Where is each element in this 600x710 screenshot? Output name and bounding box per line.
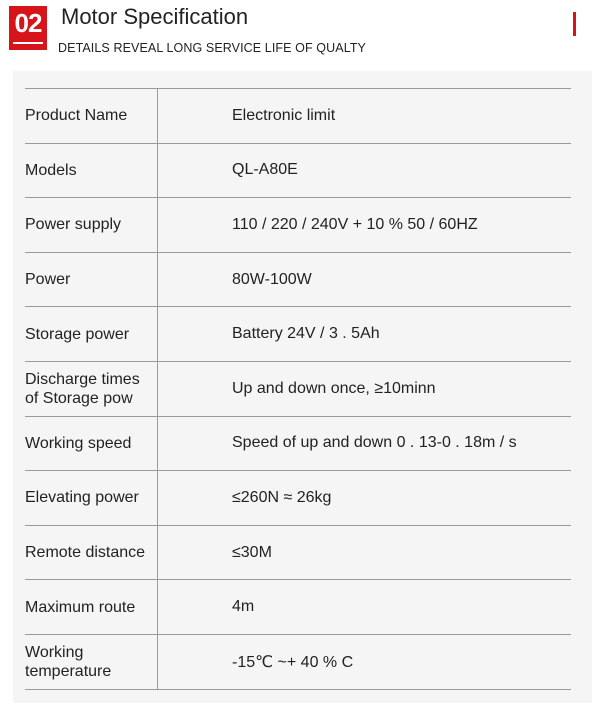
row-value-text: Speed of up and down 0 . 13-0 . 18m / s	[232, 434, 517, 452]
row-label-text: Models	[25, 161, 77, 179]
table-row	[25, 525, 571, 580]
row-value-text: Battery 24V / 3 . 5Ah	[232, 325, 380, 343]
section-header	[0, 0, 600, 62]
row-value-text: ≤260N ≈ 26kg	[232, 488, 332, 506]
row-value-text: ≤30M	[232, 543, 272, 561]
row-value	[158, 580, 572, 635]
row-label	[25, 416, 158, 471]
table-row	[25, 89, 571, 144]
row-value-text: 110 / 220 / 240V + 10 % 50 / 60HZ	[232, 215, 478, 233]
row-value-text: -15℃ ~+ 40 % C	[232, 653, 354, 671]
row-label-text: Remote distance	[25, 544, 146, 562]
page-title: Motor Specification	[61, 4, 249, 29]
row-label-text: Storage power	[25, 325, 130, 343]
row-value-text: 80W-100W	[232, 270, 312, 288]
accent-bar	[573, 12, 576, 36]
row-value-text: Up and down once, ≥10minn	[232, 379, 436, 397]
row-label	[25, 525, 158, 580]
table-row	[25, 361, 571, 416]
row-label	[25, 143, 158, 198]
row-value-text: QL-A80E	[232, 161, 298, 179]
row-value	[158, 198, 572, 253]
row-label	[25, 471, 158, 526]
row-label-text: Power	[25, 271, 71, 289]
badge-underline	[13, 42, 43, 44]
section-number: 02	[14, 8, 42, 38]
row-value-text: 4m	[232, 598, 255, 616]
row-label-text: Elevating power	[25, 489, 139, 507]
row-label-text: Working speed	[25, 434, 132, 452]
row-value	[158, 361, 572, 416]
row-value	[158, 307, 572, 362]
row-value-text: Electronic limit	[232, 106, 336, 124]
row-label-text: Maximum route	[25, 598, 136, 616]
table-row	[25, 580, 571, 635]
row-value	[158, 471, 572, 526]
row-value	[158, 634, 572, 689]
table-row	[25, 143, 571, 198]
row-value	[158, 525, 572, 580]
table-row	[25, 471, 571, 526]
row-value	[158, 252, 572, 307]
row-label	[25, 307, 158, 362]
row-value	[158, 143, 572, 198]
row-label-text: Power supply	[25, 216, 122, 234]
section-number-badge	[9, 6, 47, 50]
row-label-text: Discharge times of Storage pow	[25, 370, 140, 407]
table-row	[25, 198, 571, 253]
row-label	[25, 361, 158, 416]
table-row	[25, 307, 571, 362]
row-value	[158, 89, 572, 144]
table-row	[25, 416, 571, 471]
row-label	[25, 89, 158, 144]
row-label	[25, 580, 158, 635]
table-row	[25, 252, 571, 307]
row-value	[158, 416, 572, 471]
spec-table	[25, 88, 571, 690]
row-label	[25, 198, 158, 253]
row-label-text: Product Name	[25, 107, 128, 125]
row-label	[25, 252, 158, 307]
row-label	[25, 634, 158, 689]
row-label-text: Working temperature	[25, 643, 112, 680]
table-row	[25, 634, 571, 689]
page-subtitle: DETAILS REVEAL LONG SERVICE LIFE OF QUALTY	[58, 41, 366, 55]
